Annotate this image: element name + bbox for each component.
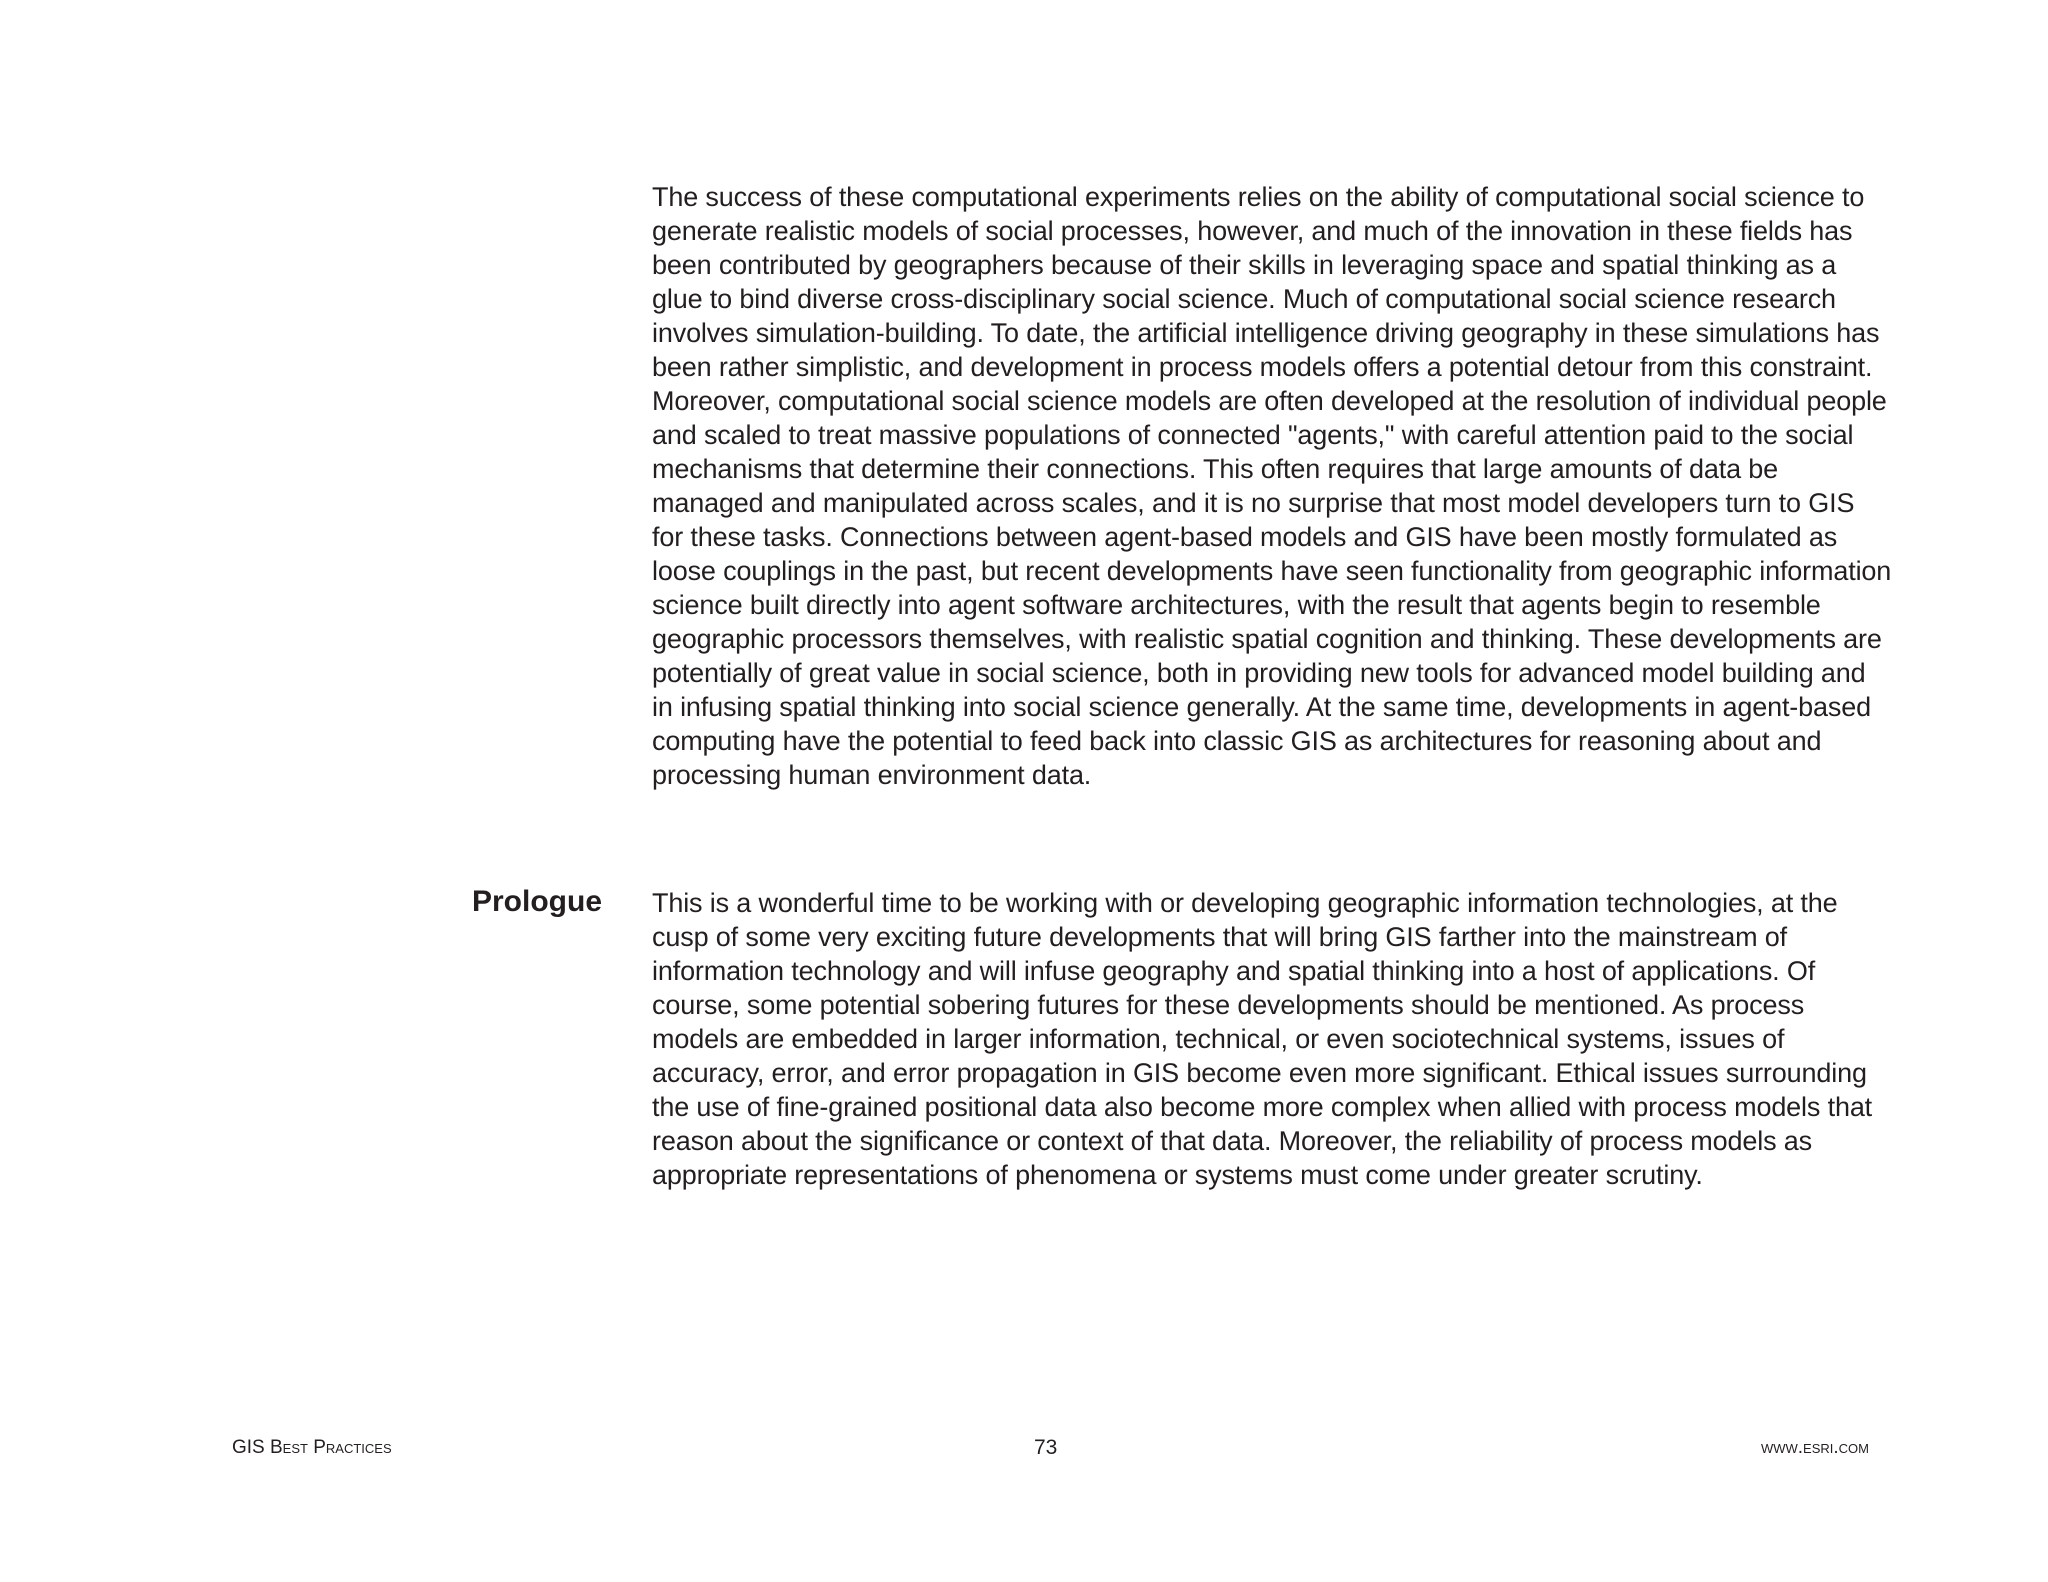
section-heading-prologue: Prologue: [472, 885, 603, 918]
footer-page-number: 73: [1034, 1436, 1058, 1459]
body-paragraph-1: The success of these computational experiments relies on the ability of computational social science to generate realistic models of social processes, however, and much of the innovation in these fields has been contributed by geographers because of their skills in leveraging space and spatial thinking as a glue to bind diverse cross-disciplinary social science. Much of computational social science research involves simulation-building. To date, the artificial intelligence driving geography in these simulations has been rather simplistic, and development in process models offers a potential detour from this constraint. Moreover, computational social science models are often developed at the resolution of individual people and scaled to treat massive populations of connected "agents," with careful attention paid to the social mechanisms that determine their connections. This often requires that large amounts of data be managed and manipulated across scales, and it is no surprise that most model developers turn to GIS for these tasks. Connections between agent-based models and GIS have been mostly formulated as loose couplings in the past, but recent developments have seen functionality from geographic information science built directly into agent software architectures, with the result that agents begin to resemble geographic processors themselves, with realistic spatial cognition and thinking. These developments are potentially of great value in social science, both in providing new tools for advanced model building and in infusing spatial thinking into social science generally. At the same time, developments in agent-based computing have the potential to feed back into classic GIS as architectures for reasoning about and processing human environment data.: [652, 182, 1892, 790]
footer-publication-title: GIS Best Practices: [232, 1437, 392, 1458]
body-paragraph-2: This is a wonderful time to be working with or developing geographic information technologies, at the cusp of some very exciting future developments that will bring GIS farther into the mainstream of information technology and will infuse geography and spatial thinking into a host of applications. Of course, some potential sobering futures for these developments should be mentioned. As process models are embedded in larger information, technical, or even sociotechnical systems, issues of accuracy, error, and error propagation in GIS become even more significant. Ethical issues surrounding the use of fine-grained positional data also become more complex when allied with process models that reason about the significance or context of that data. Moreover, the reliability of process models as appropriate representations of phenomena or systems must come under greater scrutiny.: [652, 888, 1873, 1190]
footer-website: www.esri.com: [1760, 1437, 1869, 1458]
